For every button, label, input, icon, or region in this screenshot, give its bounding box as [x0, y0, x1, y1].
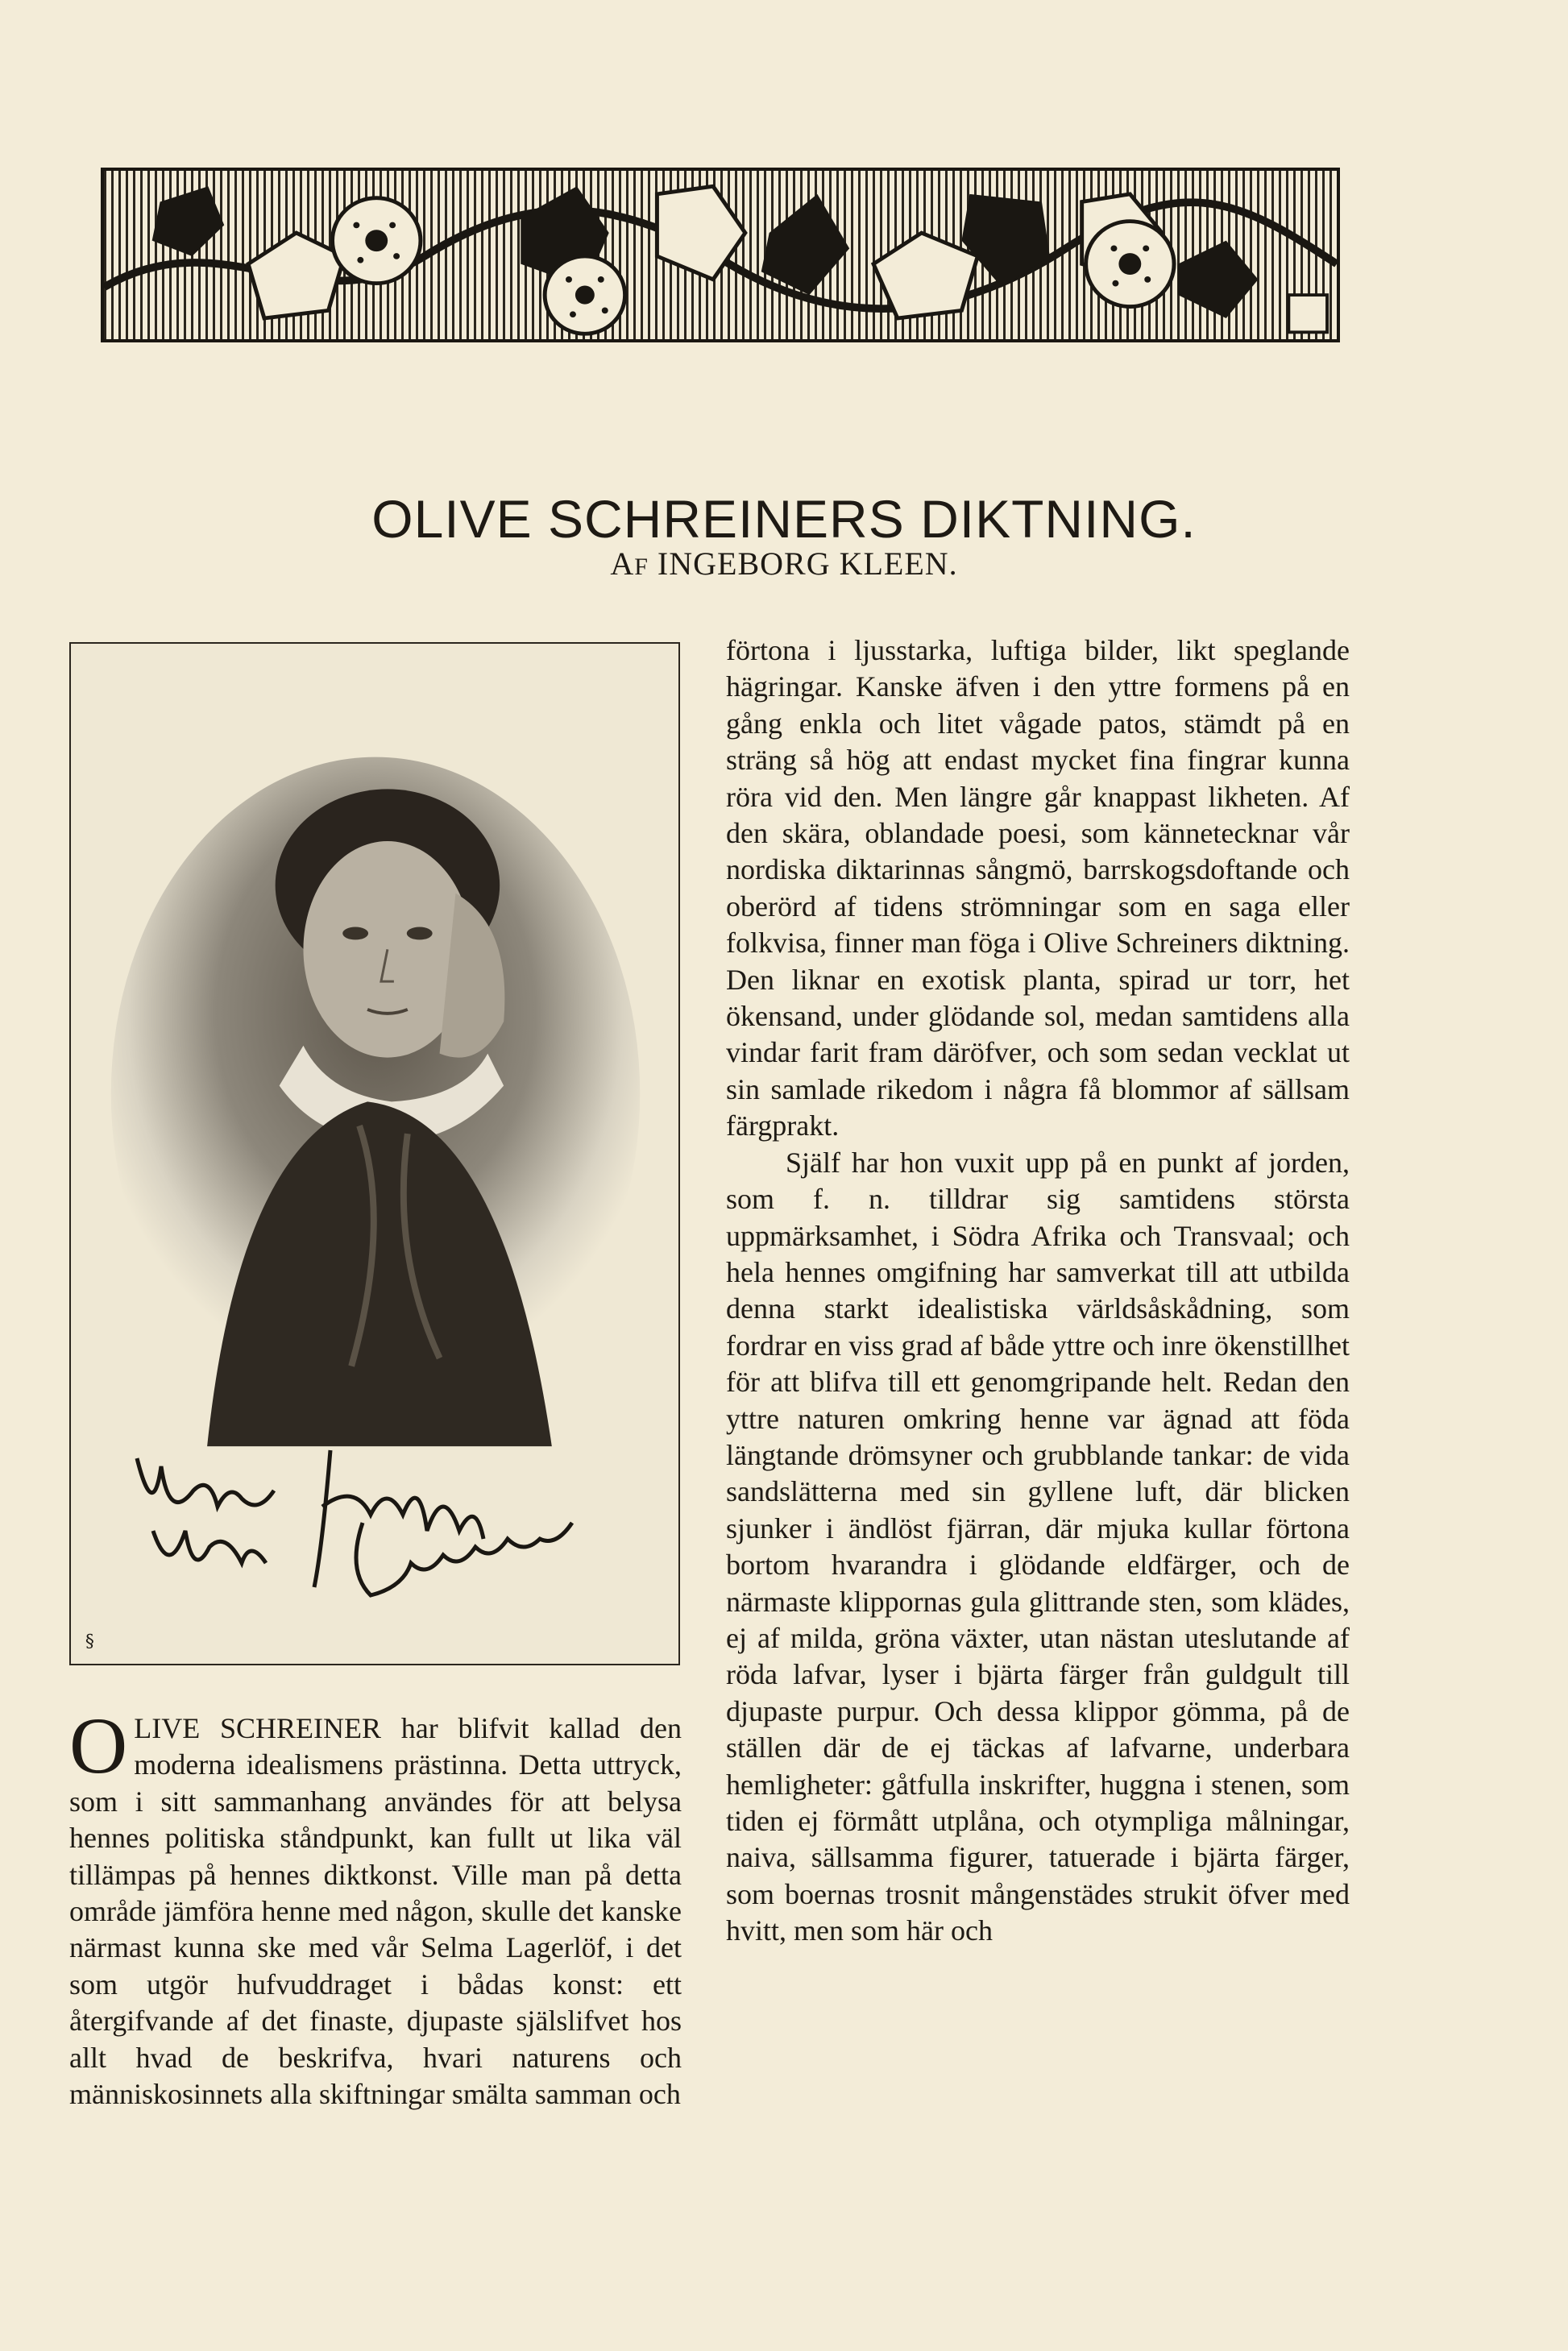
article-byline — [0, 545, 1568, 583]
opening-paragraph — [69, 1701, 682, 2113]
right-column — [726, 632, 1350, 1950]
floral-ornament-icon — [104, 171, 1337, 339]
opening-paragraph-text: LIVE SCHREINER har blifvit kallad den moderna idealismens prästinna. Detta uttryck, som i sitt sammanhang användes för att belysa hennes politiska ståndpunkt, kan fullt ut lika väl tillämpas på hennes diktkonst. Ville man på detta område jämföra henne med någon, skulle det kanske närmast kunna ske med vår Selma Lagerlöf, i det som utgör hufvuddraget i bådas konst: ett återgifvande af det finaste, djupaste själslifvet hos allt hvad de beskrifva, hvari naturens och människosinnets alla skiftningar smälta samman och — [69, 1712, 682, 2111]
svg-text:§: § — [85, 1631, 94, 1652]
left-column — [69, 1701, 682, 2113]
article-title: OLIVE SCHREINERS DIKTNING. — [371, 489, 1197, 549]
handwritten-signature — [121, 1434, 637, 1611]
drop-cap: O — [69, 1701, 128, 1790]
decorative-banner — [101, 168, 1340, 342]
body-paragraph-2: Själf har hon vuxit upp på en punkt af jorden, som f. n. tilldrar sig samtidens största uppmärksamhet, i Södra Afrika och Transvaal; och hela hennes omgifning har samverkat till att utbilda denna starkt idealistiska världsåskådning, som fordrar en viss grad af både yttre och inre ökenstillhet för att blifva till ett genomgripande helt. Redan den yttre naturen omkring henne var ägnad att föda längtande drömsyner och grubblande tankar: de vida sandslätterna med sin gyllene luft, där blicken sjunker i ändlöst fjärran, där mjuka kullar förtona bortom hvarandra i glödande eldfärger, och de närmaste klippornas gula glittrande sten, som klädes, ej af milda, gröna växter, utan nästan uteslutande af röda lafvar, lyser i bjärta färger från guldgult till djupaste purpur. Och dessa klippor gömma, på de ställen där de ej täckas af lafvarne, underbara hemligheter: gåtfulla inskrifter, huggna i stenen, som tiden ej förmått utplåna, och otympliga målningar, naiva, sällsamma figurer, tatuerade i bjärta färger, som boernas trosnit mångenstädes strukit öfver med hvitt, men som här och — [726, 1146, 1350, 1947]
byline-prefix-initial: A — [610, 545, 635, 582]
body-paragraph-1: förtona i ljusstarka, luftiga bilder, likt speglande hägringar. Kanske äfven i den yttre formens på en gång enkla och litet vågade patos, stämdt på en sträng så hög att endast mycket fina fingrar kunna röra vid den. Men längre går knappast likheten. Af den skära, oblandade poesi, som kännetecknar vår nordiska diktarinnas sångmö, barrskogsdoftande och oberörd af tidens strömningar som en saga eller folkvisa, finner man föga i Olive Schreiners diktning. Den liknar en exotisk planta, spirad ur torr, het ökensand, under glödande sol, medan samtidens alla vindar farit fram däröfver, och som sedan vecklat ut sin samlade rikedom i några få blommor af sällsam färgprakt. — [726, 634, 1350, 1142]
byline-author: INGEBORG KLEEN. — [657, 545, 958, 582]
byline-prefix-smallcap: F — [634, 554, 649, 580]
